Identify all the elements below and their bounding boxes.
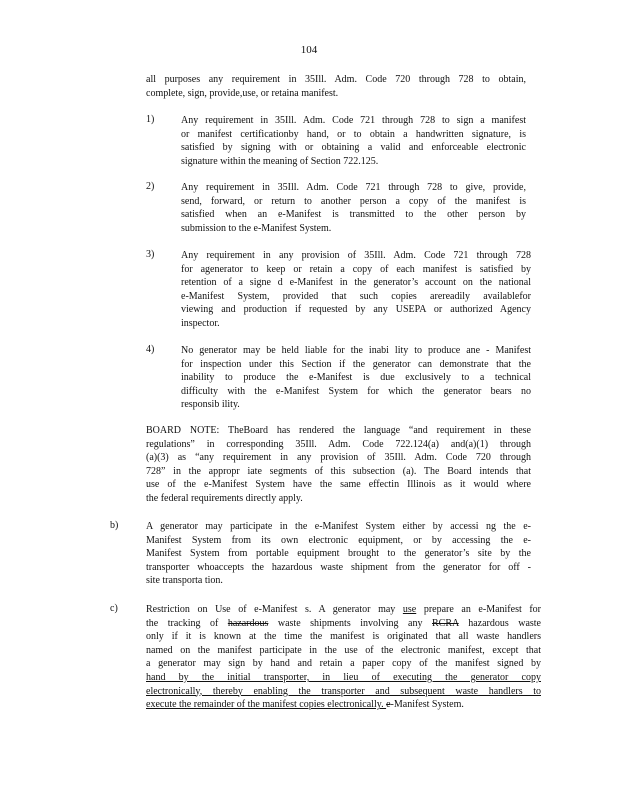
text-line: (a)(3) as “any requirement in any provision of 35Ill. Adm. Code 720 through (146, 452, 531, 464)
text-run: gned by (503, 658, 541, 670)
text-line: Manifest System from its own electronic equipment, or by accessing the e- (146, 534, 531, 546)
item-number: 4) (146, 344, 155, 355)
text-line: for agenerator to keep or retain a copy of each manifest is satisfied by (181, 263, 531, 275)
board-note (146, 424, 531, 506)
text-line: for inspection under this Section if the generator can demonstrate that the (181, 358, 531, 370)
text-line: satisfied when an e-Manifest is transmitted to the other person by (181, 209, 526, 221)
text-line: use of the e-Manifest System have the same effectin Illinois as it would where (146, 479, 531, 491)
item-number: 1) (146, 114, 155, 125)
item-paragraph (181, 181, 526, 235)
inserted-text: use (402, 604, 417, 615)
text-line: or manifest certificationby hand, or to obtain a handwritten signature, is (181, 128, 526, 140)
deleted-text: hazardous (227, 617, 269, 629)
inserted-text: hand by the initial transporter, in lieu of executing the generator copy (146, 671, 541, 683)
intro-paragraph (146, 73, 526, 100)
text-run: hazardous waste (458, 617, 541, 629)
text-run: Restriction on Use of e-Manifest s. A generator may (146, 604, 403, 615)
text-line (146, 617, 541, 631)
inserted-text: electronically, thereby enabling the transporter and subsequent waste handlers to (146, 685, 541, 697)
text-line: viewing and production if requested by any USEPA or authorized Agency (181, 304, 531, 316)
text-line: responsib ility. (181, 399, 240, 411)
text-line: retention of a signe d e-Manifest in the generator’s account on the national (181, 277, 531, 289)
text-line: submission to the e-Manifest System. (181, 222, 332, 234)
text-run: -Manifest System. (390, 699, 464, 711)
text-line: site transporta tion. (146, 575, 223, 587)
item-paragraph (181, 249, 531, 331)
deleted-text: RCRA (432, 617, 459, 629)
inserted-text: execute the remainder of the manifest copies electronically. (146, 699, 387, 711)
text-run: the tracking of (146, 617, 228, 629)
text-line (146, 685, 541, 699)
text-line: named on the manifest participate in the use of the electronic manifest, except that (146, 644, 541, 656)
text-line: Any requirement in any provision of 35Ill. Adm. Code 721 through 728 (181, 250, 531, 261)
text-line: BOARD NOTE: TheBoard has rendered the language “and requirement in these (146, 425, 531, 436)
text-line (146, 657, 541, 671)
text-line: transporter whoaccepts the hazardous waste shipment from the generator for off - (146, 561, 531, 573)
page-number: 104 (300, 44, 318, 56)
text-run: an e-Manifest for (453, 604, 541, 615)
text-line: satisfied by signing with or obtaining a valid and enforceable electronic (181, 142, 526, 154)
text-line: Any requirement in 35Ill. Adm. Code 721 through 728 to give, provide, (181, 182, 526, 193)
section-number: c) (110, 603, 118, 614)
text-line: the federal requirements directly apply. (146, 492, 303, 504)
text-run: a generator may sign by hand and retain a paper copy of the manifest si (146, 658, 504, 670)
text-run: prepare (423, 604, 454, 615)
text-line: complete, sign, provide,use, or retaina manifest. (146, 87, 339, 99)
text-line: inability to produce the e-Manifest is due exclusively to a technical (181, 372, 531, 384)
text-line: 728” in the appropr iate segments of this subsection (a). The Board intends that (146, 465, 531, 477)
text-line: No generator may be held liable for the inabi lity to produce ane - Manifest (181, 345, 531, 356)
text-line: Any requirement in 35Ill. Adm. Code 721 through 728 to sign a manifest (181, 115, 526, 126)
text-line: all purposes any requirement in 35Ill. Adm. Code 720 through 728 to obtain, (146, 74, 526, 85)
text-line: difficulty with the e-Manifest System for which the generator bears no (181, 385, 531, 397)
text-line: e-Manifest System, provided that such copies arereadily availablefor (181, 290, 531, 302)
text-line (146, 698, 541, 712)
text-line: signature within the meaning of Section 722.125. (181, 155, 379, 167)
item-number: 2) (146, 181, 155, 192)
text-line: regulations” in corresponding 35Ill. Adm. Code 722.124(a) and(a)(1) through (146, 438, 531, 450)
text-line (146, 603, 541, 617)
text-run: waste shipments involving any (268, 617, 432, 629)
text-line: A generator may participate in the e-Manifest System either by accessi ng the e- (146, 521, 531, 532)
item-number: 3) (146, 249, 155, 260)
section-b-paragraph (146, 520, 531, 588)
text-line: Manifest System from portable equipment brought to the generator’s site by the (146, 548, 531, 560)
item-paragraph (181, 114, 526, 168)
deleted-text: e (386, 699, 391, 711)
section-number: b) (110, 520, 119, 531)
item-paragraph (181, 344, 531, 412)
text-line: only if it is known at the time the manifest is originated that all waste handlers (146, 631, 541, 643)
text-line: inspector. (181, 317, 220, 329)
section-c-paragraph (146, 603, 541, 712)
text-line (146, 671, 541, 685)
text-line: send, forward, or return to another person a copy of the manifest is (181, 195, 526, 207)
